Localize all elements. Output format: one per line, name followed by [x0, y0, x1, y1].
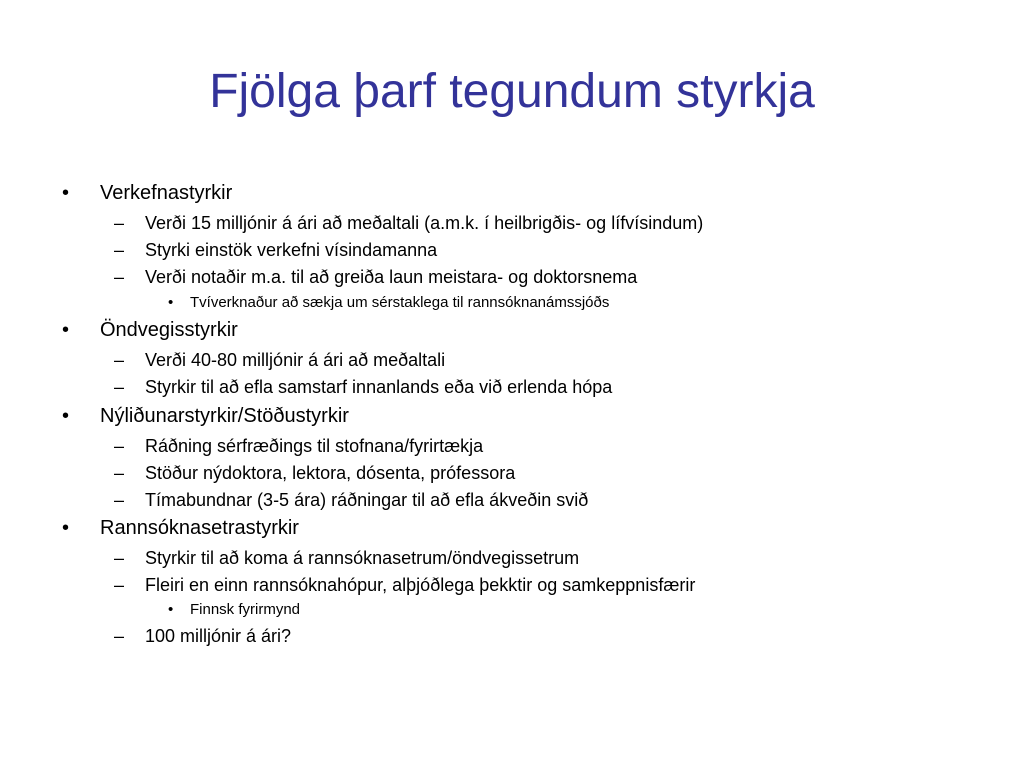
list-item — [168, 294, 610, 312]
list-item — [114, 349, 446, 371]
list-item — [62, 516, 299, 540]
dash-marker: – — [114, 463, 125, 483]
bullet-marker: • — [62, 405, 70, 427]
list-item-text: Fleiri en einn rannsóknahópur, alþjóðlega þekktir og samkeppnisfærir — [145, 575, 696, 595]
dash-marker: – — [114, 490, 125, 510]
list-item — [114, 489, 589, 511]
bullet-marker: • — [168, 601, 174, 618]
list-item-text: Tvíverknaður að sækja um sérstaklega til rannsóknanámssjóðs — [190, 294, 610, 311]
list-item-text: Finnsk fyrirmynd — [190, 601, 301, 618]
slide-title: Fjölga þarf tegundum styrkja — [209, 65, 815, 118]
list-item — [62, 404, 349, 428]
list-item-text: Verði 15 milljónir á ári að meðaltali (a.m.k. í heilbrigðis- og lífvísindum) — [145, 213, 704, 233]
dash-marker: – — [114, 548, 125, 568]
list-item-text: Styrki einstök verkefni vísindamanna — [145, 240, 438, 260]
list-item — [114, 266, 638, 288]
list-item-text: Nýliðunarstyrkir/Stöðustyrkir — [100, 405, 349, 427]
bullet-marker: • — [168, 294, 174, 311]
dash-marker: – — [114, 377, 125, 397]
dash-marker: – — [114, 240, 125, 260]
list-item-text: Verkefnastyrkir — [100, 182, 233, 204]
bullet-marker: • — [62, 319, 70, 341]
list-item-text: 100 milljónir á ári? — [145, 626, 292, 646]
list-item — [114, 547, 580, 569]
list-item-text: Öndvegisstyrkir — [100, 319, 238, 341]
list-item — [114, 574, 696, 596]
list-item-text: Rannsóknasetrastyrkir — [100, 517, 299, 539]
list-item-text: Verði notaðir m.a. til að greiða laun meistara- og doktorsnema — [145, 267, 638, 287]
list-item-text: Tímabundnar (3-5 ára) ráðningar til að efla ákveðin svið — [145, 490, 589, 510]
list-item — [114, 435, 484, 457]
list-item — [114, 376, 613, 398]
list-item-text: Verði 40-80 milljónir á ári að meðaltali — [145, 350, 446, 370]
bullet-marker: • — [62, 517, 70, 539]
list-item-text: Styrkir til að koma á rannsóknasetrum/öndvegissetrum — [145, 548, 580, 568]
list-item-text: Ráðning sérfræðings til stofnana/fyrirtækja — [145, 436, 484, 456]
list-item — [114, 239, 438, 261]
list-item-text: Styrkir til að efla samstarf innanlands eða við erlenda hópa — [145, 377, 613, 397]
dash-marker: – — [114, 213, 125, 233]
list-item — [62, 181, 233, 205]
list-item — [114, 212, 704, 234]
dash-marker: – — [114, 267, 125, 287]
dash-marker: – — [114, 626, 125, 646]
bullet-marker: • — [62, 182, 70, 204]
list-item — [168, 601, 301, 619]
dash-marker: – — [114, 350, 125, 370]
list-item — [114, 625, 292, 647]
list-item — [114, 462, 516, 484]
dash-marker: – — [114, 436, 125, 456]
list-item — [62, 318, 238, 342]
dash-marker: – — [114, 575, 125, 595]
list-item-text: Stöður nýdoktora, lektora, dósenta, prófessora — [145, 463, 516, 483]
